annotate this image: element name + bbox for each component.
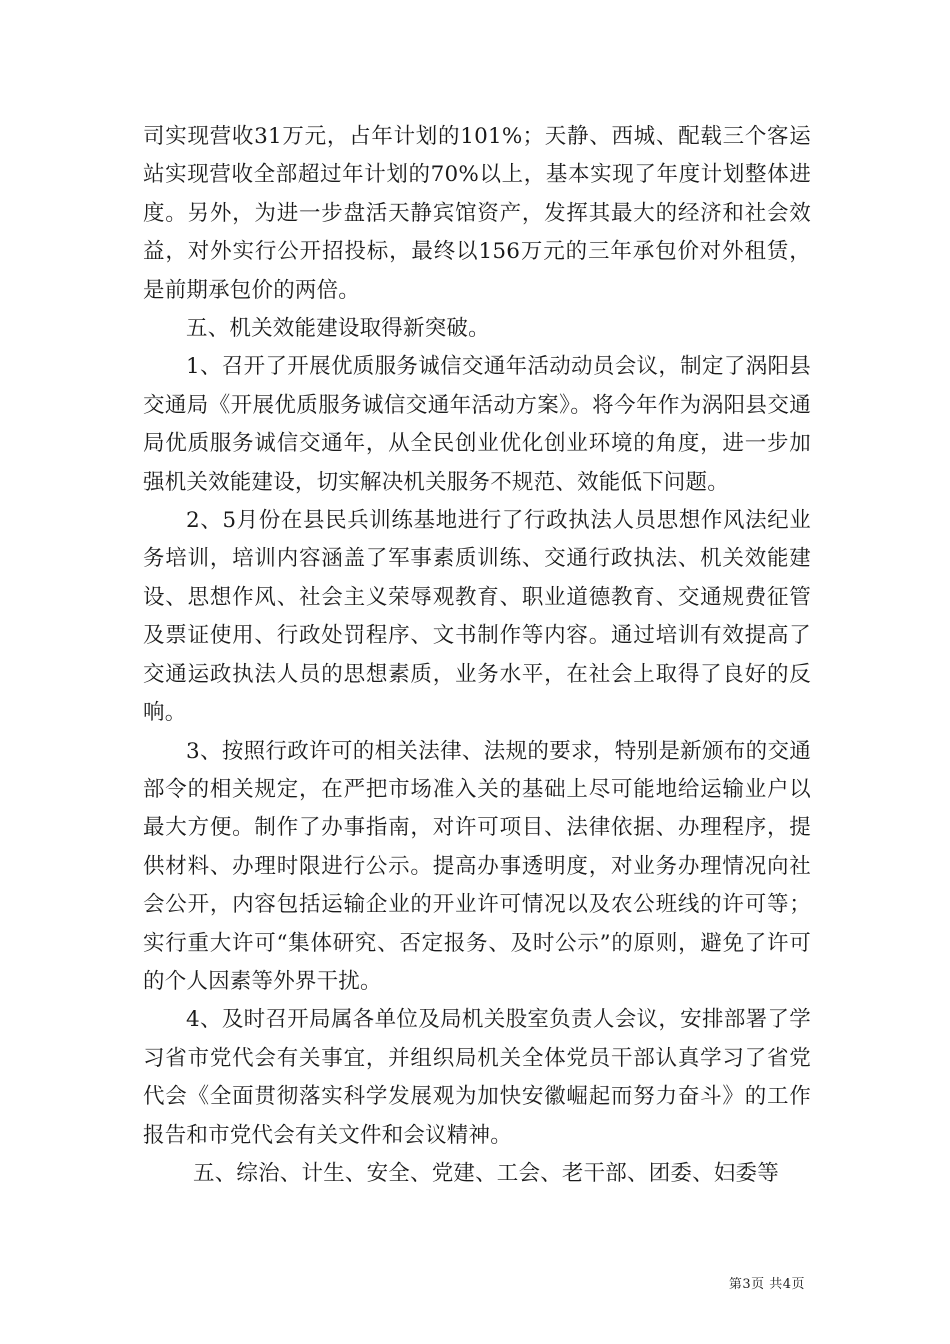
section-heading-efficiency: 五、机关效能建设取得新突破。: [186, 316, 490, 342]
section-heading-comprehensive: 五、综治、计生、安全、党建、工会、老干部、团委、妇委等: [193, 1160, 779, 1186]
paragraph-item-1: 1、召开了开展优质服务诚信交通年活动动员会议，制定了涡阳县交通局《开展优质服务诚信交通年活动方案》。将今年作为涡阳县交通局优质服务诚信交通年，从全民创业优化创业环境的角度，进一步加强机关效能建设，切实解决机关服务不规范、效能低下问题。: [143, 354, 811, 495]
page-number-footer: 第3页 共4页: [728, 1277, 805, 1292]
paragraph-revenue-continued: 司实现营收31万元，占年计划的101%；天静、西城、配载三个客运站实现营收全部超过年计划的70%以上，基本实现了年度计划整体进度。另外，为进一步盘活天静宾馆资产，发挥其最大的经济和社会效益，对外实行公开招投标，最终以156万元的三年承包价对外租赁，是前期承包价的两倍。: [143, 124, 811, 303]
document-body: [143, 118, 811, 1193]
paragraph-item-2: 2、5月份在县民兵训练基地进行了行政执法人员思想作风法纪业务培训，培训内容涵盖了军事素质训练、交通行政执法、机关效能建设、思想作风、社会主义荣辱观教育、职业道德教育、交通规费征管及票证使用、行政处罚程序、文书制作等内容。通过培训有效提高了交通运政执法人员的思想素质，业务水平，在社会上取得了良好的反响。: [143, 508, 811, 726]
paragraph-item-4: 4、及时召开局属各单位及局机关股室负责人会议，安排部署了学习省市党代会有关事宜，并组织局机关全体党员干部认真学习了省党代会《全面贯彻落实科学发展观为加快安徽崛起而努力奋斗》的工作报告和市党代会有关文件和会议精神。: [143, 1007, 811, 1148]
paragraph-item-3: 3、按照行政许可的相关法律、法规的要求，特别是新颁布的交通部令的相关规定，在严把市场准入关的基础上尽可能地给运输业户以最大方便。制作了办事指南，对许可项目、法律依据、办理程序，提供材料、办理时限进行公示。提高办事透明度，对业务办理情况向社会公开，内容包括运输企业的开业许可情况以及农公班线的许可等；实行重大许可“集体研究、否定报务、及时公示”的原则，避免了许可的个人因素等外界干扰。: [143, 738, 811, 994]
